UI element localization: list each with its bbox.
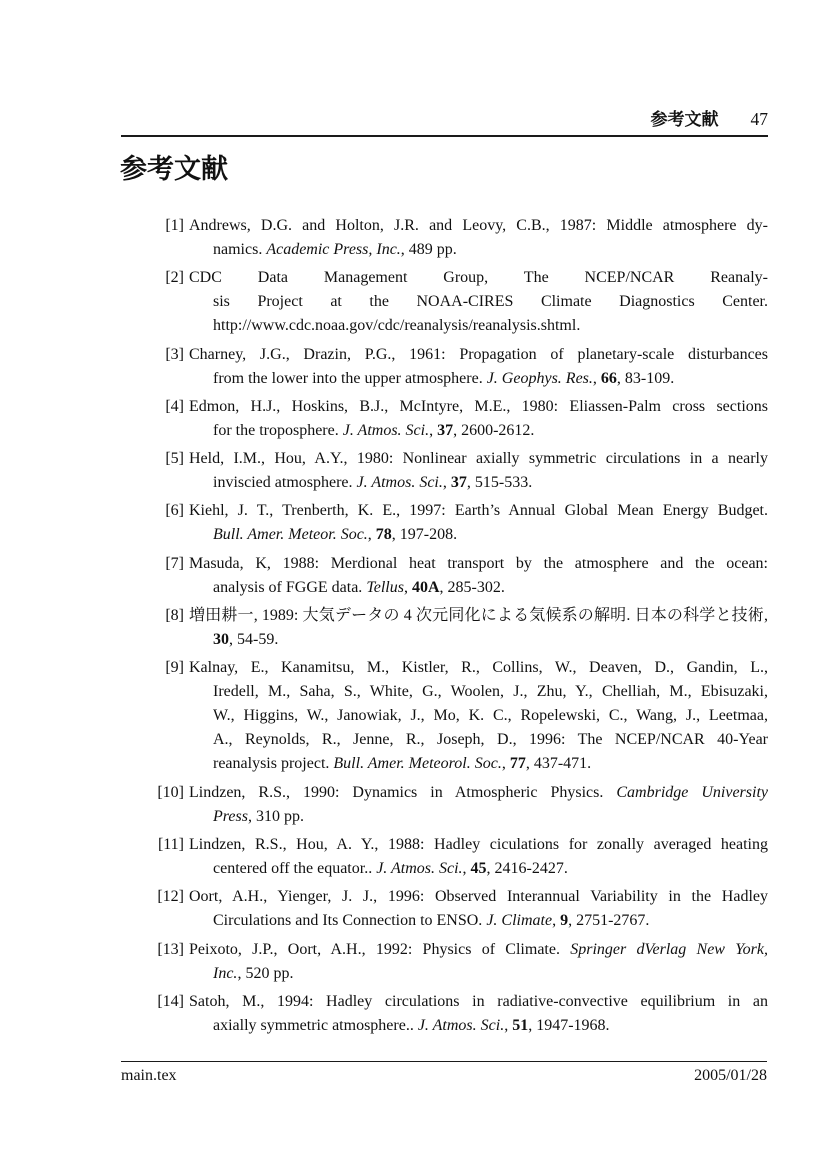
reference-line	[189, 752, 768, 776]
reference-line	[189, 962, 768, 986]
reference-text: sis Project at the NOAA-CIRES Climate Diagnostics Center.	[213, 293, 768, 311]
running-header	[121, 107, 768, 132]
reference-line	[189, 314, 768, 338]
reference-text: 増田耕一, 1989: 大気データの 4 次元同化による気候系の解明. 日本の科学と技術,	[189, 607, 768, 625]
reference-volume-text: 40A	[411, 578, 440, 596]
reference-volume-text: 30	[213, 631, 229, 649]
reference-journal-text: Tellus	[366, 578, 404, 596]
reference-text: , 515-533.	[466, 474, 533, 492]
reference-text: inviscied atmosphere.	[213, 474, 357, 492]
reference-journal-text: Inc.	[213, 964, 238, 982]
reference-text: CDC Data Management Group, The NCEP/NCAR Reanaly-	[189, 269, 768, 287]
reference-text: Masuda, K, 1988: Merdional heat transport by the atmosphere and the ocean:	[189, 554, 768, 572]
reference-volume-text: 78	[375, 526, 392, 544]
reference-line	[189, 395, 768, 419]
reference-journal-text: J. Climate	[486, 912, 553, 930]
reference-text: , 1947-1968.	[528, 1016, 610, 1034]
reference-line	[189, 1014, 768, 1038]
reference-journal-text: Academic Press, Inc.	[266, 241, 401, 258]
reference-item	[157, 781, 768, 829]
reference-label: [13]	[157, 940, 184, 958]
reference-label: [10]	[157, 783, 184, 801]
reference-line	[189, 523, 768, 547]
reference-text: ,	[462, 859, 471, 877]
reference-line	[189, 419, 768, 443]
reference-volume-text: 37	[450, 474, 467, 492]
reference-label: [12]	[157, 888, 184, 906]
reference-text: Oort, A.H., Yienger, J. J., 1996: Observed Interannual Variability in the Hadley	[189, 888, 768, 906]
reference-text: , 437-471.	[525, 755, 592, 773]
reference-label: [5]	[165, 450, 184, 468]
reference-text: ,	[504, 1016, 513, 1034]
running-header-section-title: 参考文献	[650, 110, 719, 129]
reference-item	[165, 656, 768, 776]
page-title: 参考文献	[120, 154, 228, 184]
reference-text: , 197-208.	[391, 526, 458, 544]
reference-label: [8]	[165, 607, 184, 625]
reference-text: Kiehl, J. T., Trenberth, K. E., 1997: Earth’s Annual Global Mean Energy Budget.	[189, 502, 768, 520]
reference-line	[189, 576, 768, 600]
reference-line	[189, 604, 768, 628]
reference-text: ,	[592, 369, 601, 387]
reference-volume-text: 45	[470, 859, 487, 877]
reference-text: ,	[429, 421, 438, 439]
reference-label: [1]	[165, 217, 184, 234]
reference-journal-text: J. Atmos. Sci.	[417, 1016, 505, 1034]
reference-line	[189, 781, 768, 805]
reference-text: ,	[367, 526, 376, 544]
reference-text: , 285-302.	[439, 578, 505, 596]
reference-journal-text: J. Atmos. Sci.	[356, 474, 443, 492]
reference-text: Satoh, M., 1994: Hadley circulations in radiative-convective equilibrium in an	[189, 992, 768, 1010]
reference-text: Peixoto, J.P., Oort, A.H., 1992: Physics of Climate.	[189, 940, 571, 958]
reference-item	[165, 499, 768, 547]
reference-item	[165, 447, 768, 495]
reference-line	[189, 833, 768, 857]
reference-line	[189, 857, 768, 881]
footer-filename: main.tex	[121, 1067, 177, 1084]
page-footer	[121, 1064, 767, 1088]
reference-text: Kalnay, E., Kanamitsu, M., Kistler, R., Collins, W., Deaven, D., Gandin, L.,	[189, 659, 768, 677]
reference-label: [6]	[165, 502, 184, 520]
reference-text: Held, I.M., Hou, A.Y., 1980: Nonlinear axially symmetric circulations in a nearly	[189, 450, 768, 468]
reference-volume-text: 9	[560, 912, 569, 930]
footer-rule	[121, 1061, 767, 1062]
reference-label: [3]	[165, 345, 184, 363]
reference-text: A., Reynolds, R., Jenne, R., Joseph, D., 1996: The NCEP/NCAR 40-Year	[213, 731, 768, 749]
reference-text: , 2600-2612.	[453, 421, 535, 439]
reference-line	[189, 704, 768, 728]
reference-journal-text: Bull. Amer. Meteor. Soc.	[213, 526, 368, 544]
reference-journal-text: Springer dVerlag New York,	[570, 940, 768, 958]
reference-line	[189, 447, 768, 471]
reference-item	[165, 604, 768, 652]
reference-line	[189, 885, 768, 909]
reference-volume-text: 66	[600, 369, 617, 387]
reference-item	[165, 343, 768, 391]
reference-text: Lindzen, R.S., Hou, A. Y., 1988: Hadley ciculations for zonally averaged heating	[189, 835, 768, 853]
reference-line	[189, 909, 768, 933]
reference-journal-text: J. Geophys. Res.	[486, 369, 593, 387]
reference-item	[157, 833, 768, 881]
reference-line	[189, 367, 768, 391]
reference-text: , 2751-2767.	[568, 912, 650, 930]
running-header-page-number: 47	[750, 109, 768, 129]
reference-label: [9]	[165, 659, 184, 677]
reference-text: namics.	[213, 241, 267, 258]
reference-line	[189, 499, 768, 523]
reference-item	[157, 990, 768, 1038]
reference-text: , 83-109.	[616, 369, 675, 387]
reference-label: [7]	[165, 554, 184, 572]
reference-text: reanalysis project.	[213, 755, 334, 773]
reference-line	[189, 471, 768, 495]
reference-line	[189, 728, 768, 752]
reference-line	[189, 656, 768, 680]
reference-line	[189, 214, 768, 238]
reference-journal-text: Cambridge University	[616, 783, 768, 801]
reference-item	[165, 552, 768, 600]
reference-line	[189, 680, 768, 704]
reference-text: Circulations and Its Connection to ENSO.	[213, 912, 487, 930]
reference-text: ,	[552, 912, 561, 930]
reference-journal-text: J. Atmos. Sci.	[342, 421, 430, 439]
reference-text: , 2416-2427.	[486, 859, 568, 877]
reference-text: http://www.cdc.noaa.gov/cdc/reanalysis/reanalysis.shtml.	[213, 317, 581, 335]
reference-text: centered off the equator..	[213, 859, 377, 877]
reference-volume-text: 77	[509, 755, 526, 773]
reference-item	[165, 395, 768, 443]
reference-item	[157, 938, 768, 986]
reference-line	[189, 343, 768, 367]
reference-journal-text: Bull. Amer. Meteorol. Soc.	[333, 755, 502, 773]
reference-item	[165, 266, 768, 338]
reference-text: Iredell, M., Saha, S., White, G., Woolen, J., Zhu, Y., Chelliah, M., Ebisuzaki,	[213, 683, 768, 701]
reference-label: [11]	[157, 835, 184, 853]
reference-label: [2]	[165, 269, 184, 287]
reference-text: , 520 pp.	[237, 964, 294, 982]
reference-line	[189, 552, 768, 576]
reference-text: ,	[442, 474, 451, 492]
reference-text: analysis of FGGE data.	[213, 578, 367, 596]
reference-line	[189, 805, 768, 829]
reference-item	[165, 214, 768, 262]
reference-volume-text: 37	[437, 421, 454, 439]
reference-line	[189, 990, 768, 1014]
reference-journal-text: Press	[213, 807, 248, 825]
footer-date: 2005/01/28	[694, 1067, 767, 1084]
reference-list	[157, 214, 768, 1042]
reference-text: Charney, J.G., Drazin, P.G., 1961: Propagation of planetary-scale disturbances	[189, 345, 768, 363]
reference-line	[189, 628, 768, 652]
reference-text: for the troposphere.	[213, 421, 343, 439]
reference-text: , 489 pp.	[400, 241, 457, 258]
reference-text: from the lower into the upper atmosphere.	[213, 369, 487, 387]
reference-text: , 54-59.	[229, 631, 279, 649]
reference-line	[189, 938, 768, 962]
header-rule	[121, 135, 768, 137]
reference-text: ,	[501, 755, 510, 773]
reference-journal-text: J. Atmos. Sci.	[376, 859, 463, 877]
reference-item	[157, 885, 768, 933]
reference-volume-text: 51	[512, 1016, 529, 1034]
reference-text: Andrews, D.G. and Holton, J.R. and Leovy, C.B., 1987: Middle atmosphere dy-	[189, 217, 768, 234]
reference-text: ,	[403, 578, 412, 596]
reference-text: Lindzen, R.S., 1990: Dynamics in Atmospheric Physics.	[189, 783, 617, 801]
reference-text: Edmon, H.J., Hoskins, B.J., McIntyre, M.E., 1980: Eliassen-Palm cross sections	[189, 397, 768, 415]
reference-text: , 310 pp.	[247, 807, 304, 825]
reference-label: [4]	[165, 397, 184, 415]
reference-text: W., Higgins, W., Janowiak, J., Mo, K. C., Ropelewski, C., Wang, J., Leetmaa,	[213, 707, 768, 725]
reference-line	[189, 290, 768, 314]
reference-text: axially symmetric atmosphere..	[213, 1016, 418, 1034]
reference-label: [14]	[157, 992, 184, 1010]
reference-line	[189, 266, 768, 290]
reference-line	[189, 238, 768, 262]
